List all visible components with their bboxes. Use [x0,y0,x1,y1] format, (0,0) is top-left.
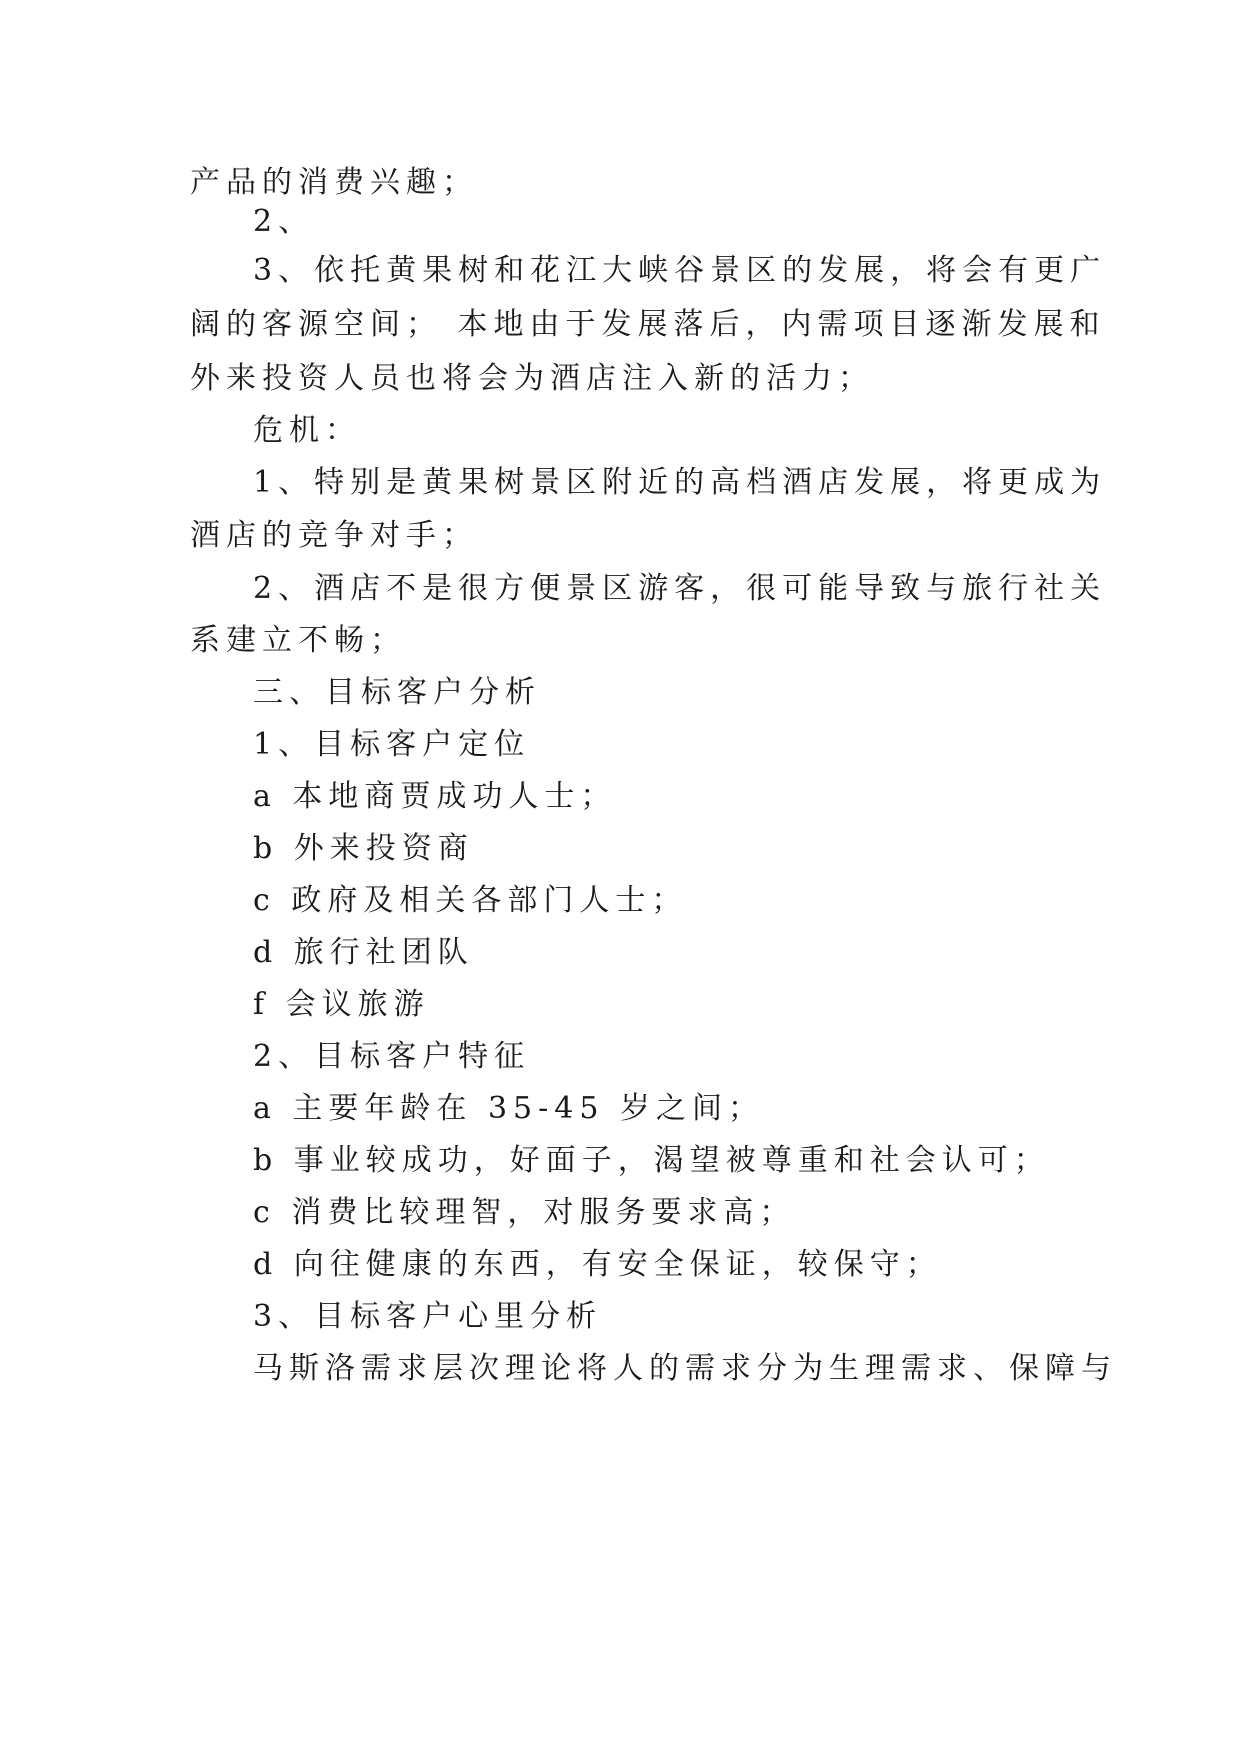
list-item: f 会议旅游 [253,987,430,1022]
text-line: 系建立不畅； [190,623,406,658]
text-line: 产品的消费兴趣； [190,165,478,200]
list-item: b 事业较成功，好面子，渴望被尊重和社会认可； [253,1143,1050,1178]
list-item: d 向往健康的东西，有安全保证，较保守； [253,1247,942,1282]
text-line: 2、酒店不是很方便景区游客，很可能导致与旅行社关 [253,571,1107,606]
text-line: 1、特别是黄果树景区附近的高档酒店发展，将更成为 [253,465,1107,500]
subsection-heading: 2、目标客户特征 [253,1039,531,1074]
section-heading: 三、目标客户分析 [253,675,541,710]
text-line: 马斯洛需求层次理论将人的需求分为生理需求、保障与 [253,1351,1117,1386]
text-line: 外来投资人员也将会为酒店注入新的活力； [190,361,874,396]
list-item: a 本地商贾成功人士； [253,779,617,814]
text-line: 阔的客源空间； 本地由于发展落后，内需项目逐渐发展和 [190,307,1106,342]
list-item: a 主要年龄在 35-45 岁之间； [253,1091,764,1126]
subsection-heading: 1、目标客户定位 [253,727,531,762]
list-item: b 外来投资商 [253,831,474,866]
text-line: 酒店的竞争对手； [190,518,478,553]
list-item: d 旅行社团队 [253,935,474,970]
text-line: 危机： [253,413,361,448]
text-line: 3、依托黄果树和花江大峡谷景区的发展，将会有更广 [253,253,1107,288]
subsection-heading: 3、目标客户心里分析 [253,1299,603,1334]
list-item: c 消费比较理智，对服务要求高； [253,1195,796,1230]
text-line: 2、 [253,204,315,239]
list-item: c 政府及相关各部门人士； [253,883,688,918]
